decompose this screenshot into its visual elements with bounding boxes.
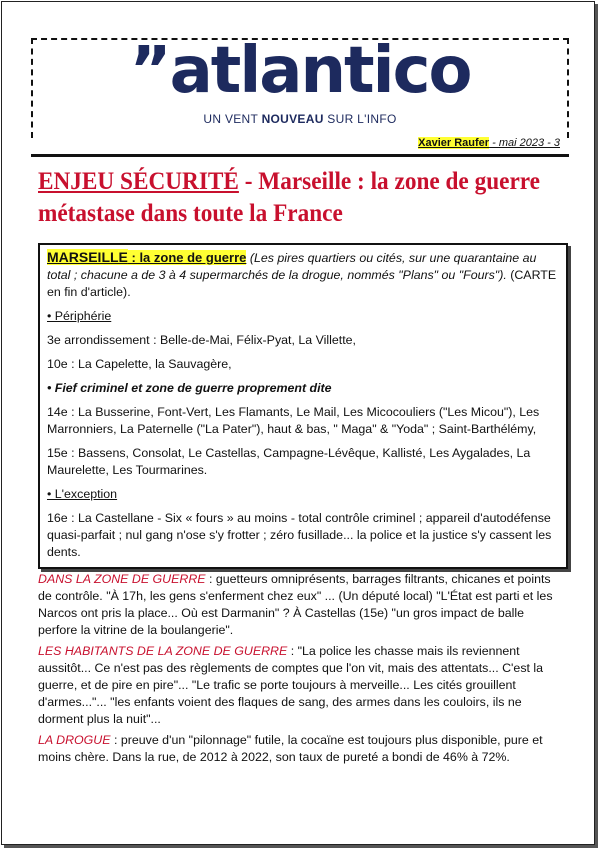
box-paragraph: 15e : Bassens, Consolat, Le Castellas, Campagne-Lévêque, Kallisté, Les Aygalades, La Maurelette, Les Tourmarines. [47, 446, 531, 477]
headline-title: Marseille : la zone de guerre métastase dans toute la France [38, 168, 540, 227]
box-paragraph: 16e : La Castellane - Six « fours » au moins - total contrôle criminel ; appareil d'autodéfense quasi-parfait ; nul gang n'ose s'y frotter ; zéro fusillade... la police et la justice s'y cassent les dents. [47, 511, 552, 559]
box-intro-plain: (CARTE en fin d'article). [47, 268, 557, 299]
author-name: Xavier Raufer [418, 137, 490, 149]
article-headline [38, 166, 568, 230]
body-paragraph [38, 571, 562, 639]
header-rule [31, 154, 569, 157]
section-peripherie: • Périphérie [47, 309, 112, 323]
box-intro [47, 249, 559, 301]
byline [418, 137, 560, 149]
box-city: MARSEILLE [47, 249, 128, 265]
headline-separator: - [238, 168, 259, 195]
body-text: : "La police les chasse mais ils reviennent aussitôt... Ce n'est pas des règlements de comptes que l'on vit, mais des attentats... C'est la guerre, et de pire en pire"... "Le trafic se porte toujours à merveille... Les cités grouillent d'armes..."... "les enfants voient des flaques de sang, des armes dans les couloirs, ils ne dorment plus la nuit"... [38, 644, 544, 726]
headline-kicker: ENJEU SÉCURITÉ [38, 168, 239, 195]
atlantico-logo: ”atlantico [129, 34, 471, 108]
box-intro-italic: (Les pires quartiers ou cités, sur une quarantaine au total ; chacune a de 3 à 4 supermarchés de la drogue, nommés "Plans" ou "Fours"). [47, 251, 537, 282]
box-paragraph: 3e arrondissement : Belle-de-Mai, Félix-Pyat, La Villette, [47, 333, 356, 347]
logo-tagline [0, 112, 600, 126]
section-exception: • L'exception [47, 487, 118, 501]
body-text: : preuve d'un "pilonnage" futile, la cocaïne est toujours plus disponible, pure et moins chère. Dans la rue, de 2012 à 2022, son taux de pureté a bondi de 46% à 72%. [38, 733, 543, 764]
box-city-sep: : la zone de guerre [127, 250, 247, 265]
body-text: : guetteurs omniprésents, barrages filtrants, chicanes et points de contrôle. "À 17h, les gens s'enferment chez eux" ... (Un député local) "L'État est parti et les Narcos ont pris la place... Où est Darmanin" ? À Castellas (15e) "un gros impact de balle perfore la vitrine de la boulangerie". [38, 572, 553, 637]
article-body [38, 571, 562, 770]
tagline-post: SUR L'INFO [323, 112, 397, 126]
body-paragraph [38, 732, 562, 766]
marseille-box [38, 243, 568, 569]
tagline-pre: UN VENT [203, 112, 262, 126]
body-paragraph [38, 643, 562, 728]
lead-habitants: LES HABITANTS DE LA ZONE DE GUERRE [38, 644, 288, 658]
publication-date: - mai 2023 - 3 [489, 137, 560, 149]
box-paragraph: 14e : La Busserine, Font-Vert, Les Flamants, Le Mail, Les Micocouliers ("Les Micou"), Les Marronniers, La Paternelle ("La Pater"), haut & bas, " Maga" & "Yoda" ; Saint-Barthélémy, [47, 405, 540, 436]
section-fief: • Fief criminel et zone de guerre proprement dite [47, 381, 332, 395]
lead-zone-de-guerre: DANS LA ZONE DE GUERRE [38, 572, 206, 586]
box-paragraph: 10e : La Capelette, la Sauvagère, [47, 357, 232, 371]
lead-drogue: LA DROGUE [38, 733, 111, 747]
tagline-bold: NOUVEAU [261, 112, 324, 126]
